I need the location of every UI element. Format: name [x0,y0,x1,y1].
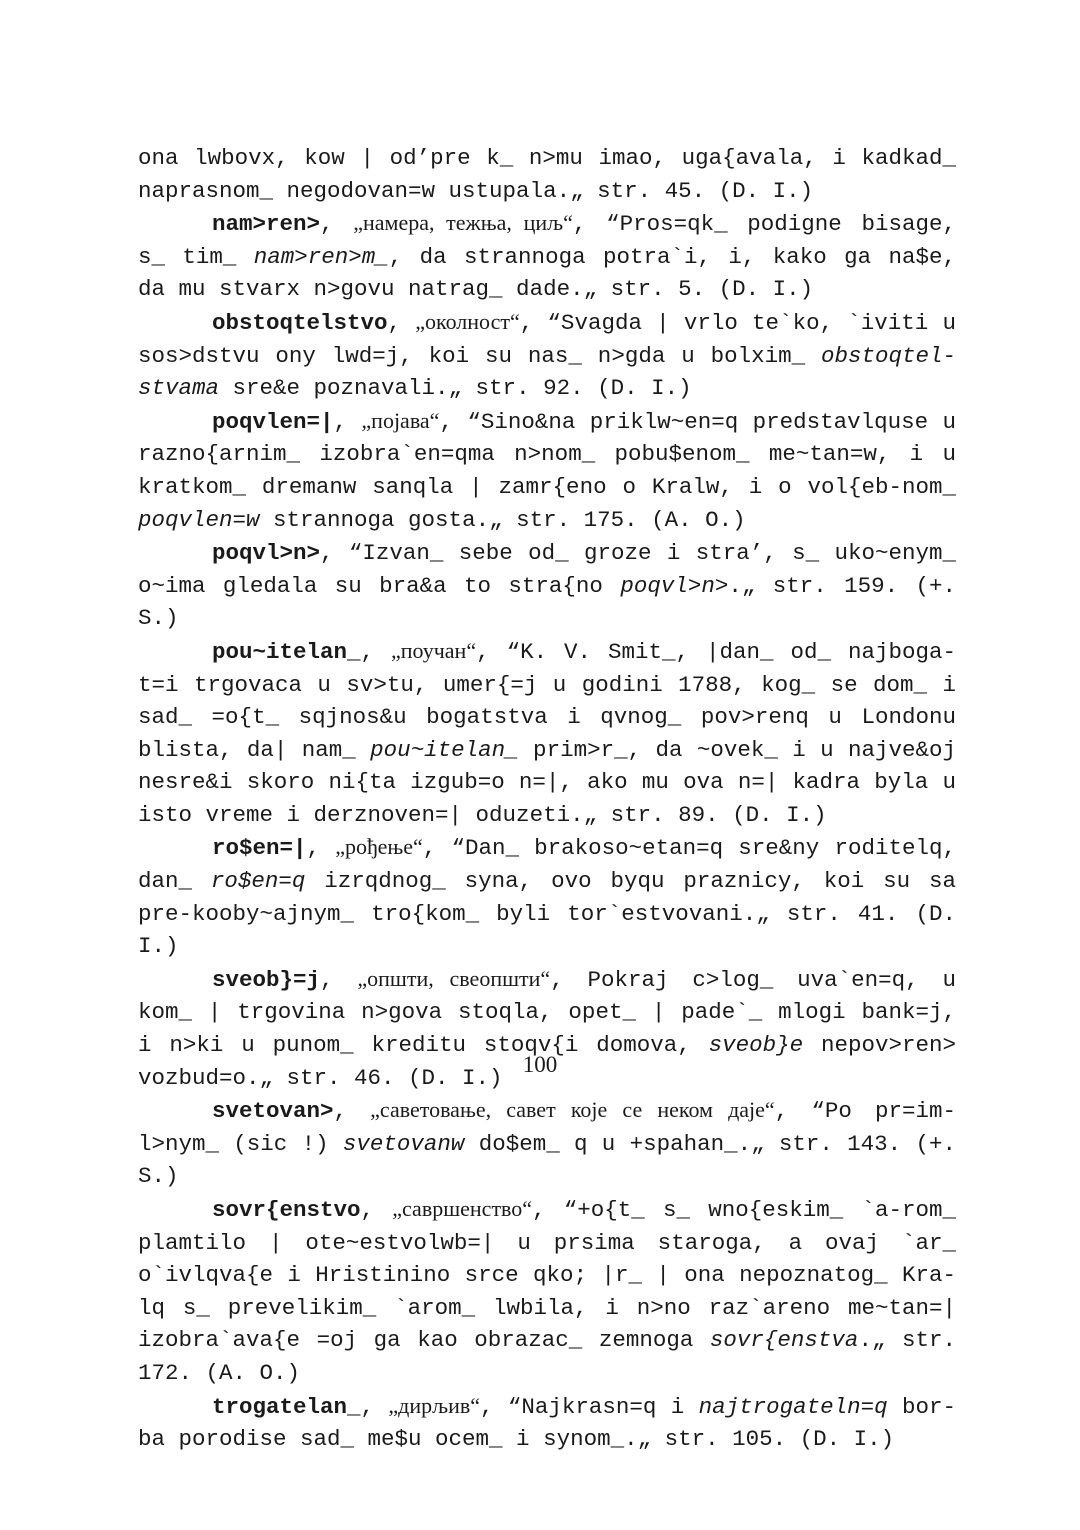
dictionary-entry [138,1094,956,1193]
entry-gloss: „саветовање, савет које се неком даје“ [370,1097,775,1123]
entry-quote-end: strannoga gosta.„ str. 175. (A. O.) [259,506,746,533]
entry-quote-start: , “Sino&na priklw~en=q predstavlquse u razno{arnim_ izobra`en=qma n>nom_ pobu$enom_ me~tan=w, i u kratkom_ dremanw sanqla | zamr{eno o Kralw, i o vol{eb-nom_ [138,408,956,500]
entry-separator: , [306,835,336,862]
entry-quote-end: do$em_ q u +spahan_.„ str. 143. (+. S.) [138,1130,956,1190]
entry-quote-end: nepov>ren> vozbud=o.„ str. 46. (D. I.) [138,1032,956,1091]
entry-gloss: „поучан“ [391,637,477,663]
dictionary-entry [138,635,956,832]
entry-italic-term: obstoqtel-stvama [138,342,956,402]
dictionary-entry [138,1390,956,1456]
entry-gloss: „општи, свеопшти“ [357,965,551,991]
entry-gloss: „рођење“ [335,834,423,860]
entry-headword: nam>ren> [212,211,321,238]
entry-quote-start: , “+o{t_ s_ wno{eskim_ `a-rom_ plamtilo | ote~estvolwb=| u prsima staroga, a ovaj `ar_ o`ivlqva{e i Hristinino srce qko; |r_ | ona nepoznatog_ Kra-lq s_ prevelikim_ `arom_ lwbila, i n>no raz`areno me~tan=| izobra`ava{e =oj ga kao obrazac_ zemnoga [138,1197,956,1354]
entry-gloss: „околност“ [415,308,520,334]
entry-quote-start: “Izvan_ sebe od_ groze i stra’, s_ uko~enym_ o~ima gledala su bra&a to stra{no [138,540,956,599]
entry-italic-term: najtrogateln=q [698,1393,888,1420]
entry-gloss: „намера, тежња, циљ“ [353,210,573,236]
entry-headword: pou~itelan_ [212,638,361,665]
entry-separator: , [320,211,354,238]
entry-quote-end: bor-ba porodise sad_ me$u ocem_ i synom_.„ str. 105. (D. I.) [138,1393,956,1453]
dictionary-entry [138,405,956,536]
entry-separator: , [333,1098,371,1125]
entry-quote-end: , da strannoga potra`i, i, kako ga na$e, da mu stvarx n>govu natrag_ dade.„ str. 5. (D. I.) [138,243,956,303]
entry-italic-term: sovr{enstva [709,1327,859,1354]
entry-italic-term: poqvl>n> [620,572,729,599]
entry-quote-start: , “Dan_ brakoso~etan=q sre&ny roditelq, dan_ [138,835,956,895]
opening-paragraph [138,142,956,207]
dictionary-entry [138,207,956,306]
entry-quote-start: , “K. V. Smit_, |dan_ od_ najboga-t=i trgovaca u sv>tu, umer{=j u godini 1788, kog_ se dom_ i sad_ =o{t_ sqjnos&u bogatstva i qvnog_ pov>renq u Londonu blista, da| nam_ [138,638,956,763]
entry-headword: trogatelan_ [212,1393,361,1420]
entry-quote-end: izrqdnog_ syna, ovo byqu praznicy, koi su sa pre-kooby~ajnym_ tro{kom_ byli tor`estvovani.„ str. 41. (D. I.) [138,868,956,960]
entry-separator: , [360,1393,389,1420]
entry-italic-term: nam>ren>m_ [253,243,389,270]
dictionary-entry [138,536,956,635]
entry-headword: obstoqtelstvo [212,309,388,336]
entry-quote-start: , “Najkrasn=q i [480,1393,699,1420]
entry-separator: , [320,966,358,993]
entry-italic-term: sveob}e [708,1032,804,1059]
entry-gloss: „савршенство“ [392,1196,533,1221]
entry-headword: poqvlen=| [212,408,334,435]
dictionary-entry [138,831,956,962]
entry-separator: , [360,1197,393,1223]
entry-quote-end: .„ str. 159. (+. S.) [138,572,956,632]
entry-headword: svetovan> [212,1098,334,1125]
opening-text: ona lwbovx, kow | od’pre k_ n>mu imao, uga{avala, i kadkad_ naprasnom_ negodovan=w ustupala.„ str. 45. (D. I.) [138,145,956,204]
entry-separator: , [387,309,416,336]
entry-quote-start: , “Pros=qk_ podigne bisage, s_ tim_ [138,211,956,270]
entry-italic-term: pou~itelan_ [370,736,519,763]
entry-italic-term: ro$en=q [210,868,306,895]
entry-headword: poqvl>n> [212,540,321,567]
entry-quote-end: .„ str. 172. (A. O.) [138,1327,957,1386]
entry-quote-start: , “Po pr=im-l>nym_ (sic !) [138,1098,956,1157]
entry-gloss: „појава“ [361,407,440,433]
entry-gloss: „дирљив“ [388,1392,481,1418]
entry-headword: sovr{enstvo [212,1197,361,1223]
entry-headword: ro$en=| [212,835,307,862]
entry-separator: , [360,638,392,665]
entry-separator: , [333,408,362,435]
entry-headword: sveob}=j [212,966,321,993]
dictionary-entry [138,306,956,405]
page-body [138,142,956,1456]
page-number: 100 [522,1052,558,1077]
entry-quote-end: prim>r_, da ~ovek_ i u najve&oj nesre&i skoro ni{ta izgub=o n=|, ako mu ova n=| kadra byla u isto vreme i derznoven=| oduzeti.„ str. 89. (D. I.) [138,736,956,828]
entry-italic-term: poqvlen=w [138,506,260,533]
entry-separator: , [320,540,349,567]
entry-quote-end: sre&e poznavali.„ str. 92. (D. I.) [219,375,692,402]
entry-quote-start: , Pokraj c>log_ uva`en=q, u kom_ | trgovina n>gova stoqla, opet_ | pade`_ mlogi bank=j, i n>ki u punom_ kreditu stoqv{i domova, [138,966,957,1059]
entry-italic-term: svetovanw [342,1130,465,1157]
dictionary-entry [138,1193,956,1390]
entry-quote-start: , “Svagda | vrlo te`ko, `iviti u sos>dstvu ony lwd=j, koi su nas_ n>gda u bolxim_ [138,309,956,369]
